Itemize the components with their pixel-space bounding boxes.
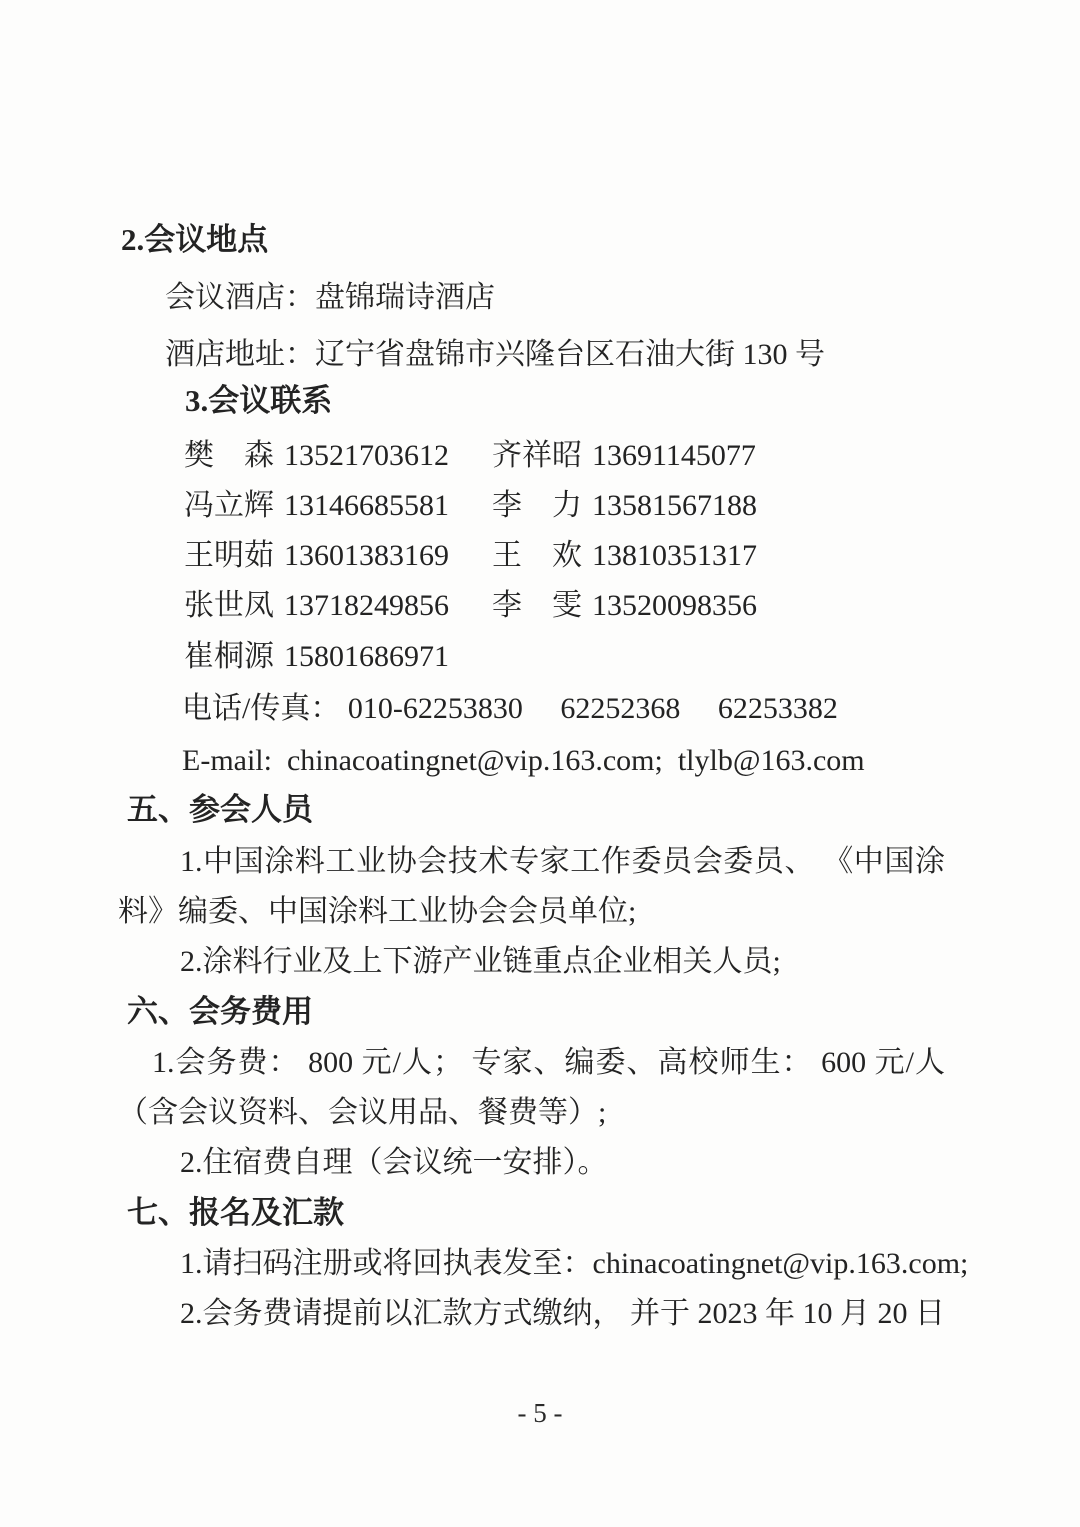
contact-name: 李 雯 [492,589,582,622]
contact-name: 冯立辉 [184,489,274,522]
phone-fax-line: 电话/传真： 010-62253830 62252368 62253382 [182,692,838,725]
contact-row [184,638,592,676]
contact-name [492,638,592,676]
contact-phone: 15801686971 [284,640,449,673]
section-meeting-location-heading: 2.会议地点 [121,222,269,257]
registration-item1: 1.请扫码注册或将回执表发至：chinacoatingnet@vip.163.com; [180,1247,969,1280]
section-registration-heading: 七、报名及汇款 [127,1195,344,1230]
fees-item2: 2.住宿费自理（会议统一安排）。 [180,1146,608,1179]
contact-name: 樊 森 [184,439,274,472]
participants-item1-line1: 1.中国涂料工业协会技术专家工作委员会委员、 《中国涂 [180,845,945,878]
participants-item2: 2.涂料行业及上下游产业链重点企业相关人员; [180,945,781,978]
page-number: - 5 - [517,1398,563,1428]
registration-item2: 2.会务费请提前以汇款方式缴纳， 并于 2023 年 10 月 20 日 [180,1297,945,1330]
contact-name: 王 欢 [492,539,582,572]
fees-item1-line2: （含会议资料、会议用品、餐费等）; [118,1096,607,1129]
contact-row [184,537,757,575]
contact-phone: 13810351317 [592,539,757,572]
hotel-address-line: 酒店地址：辽宁省盘锦市兴隆台区石油大街 130 号 [165,338,825,371]
contact-phone: 13520098356 [592,589,757,622]
contact-name: 齐祥昭 [492,439,582,472]
contact-name: 王明茹 [184,539,274,572]
contact-phone: 13146685581 [284,489,449,522]
contact-phone: 13601383169 [284,539,449,572]
contact-phone: 13581567188 [592,489,757,522]
hotel-line: 会议酒店：盘锦瑞诗酒店 [165,281,495,314]
contact-name: 张世凤 [184,589,274,622]
contact-phone: 13718249856 [284,589,449,622]
contact-phone: 13691145077 [592,439,756,472]
participants-item1-line2: 料》编委、中国涂料工业协会会员单位; [118,895,637,928]
section-meeting-contact-heading: 3.会议联系 [185,383,333,418]
section-participants-heading: 五、参会人员 [127,792,313,827]
contact-name: 李 力 [492,489,582,522]
contact-row [184,587,757,625]
contact-name: 崔桐源 [184,640,274,673]
fees-item1-line1: 1.会务费： 800 元/人； 专家、编委、高校师生： 600 元/人 [152,1046,945,1079]
contact-row [184,487,757,525]
contact-phone: 13521703612 [284,439,449,472]
contact-row [184,437,756,475]
email-line: E-mail: chinacoatingnet@vip.163.com; tlylb@163.com [182,744,865,777]
section-fees-heading: 六、会务费用 [127,994,313,1029]
